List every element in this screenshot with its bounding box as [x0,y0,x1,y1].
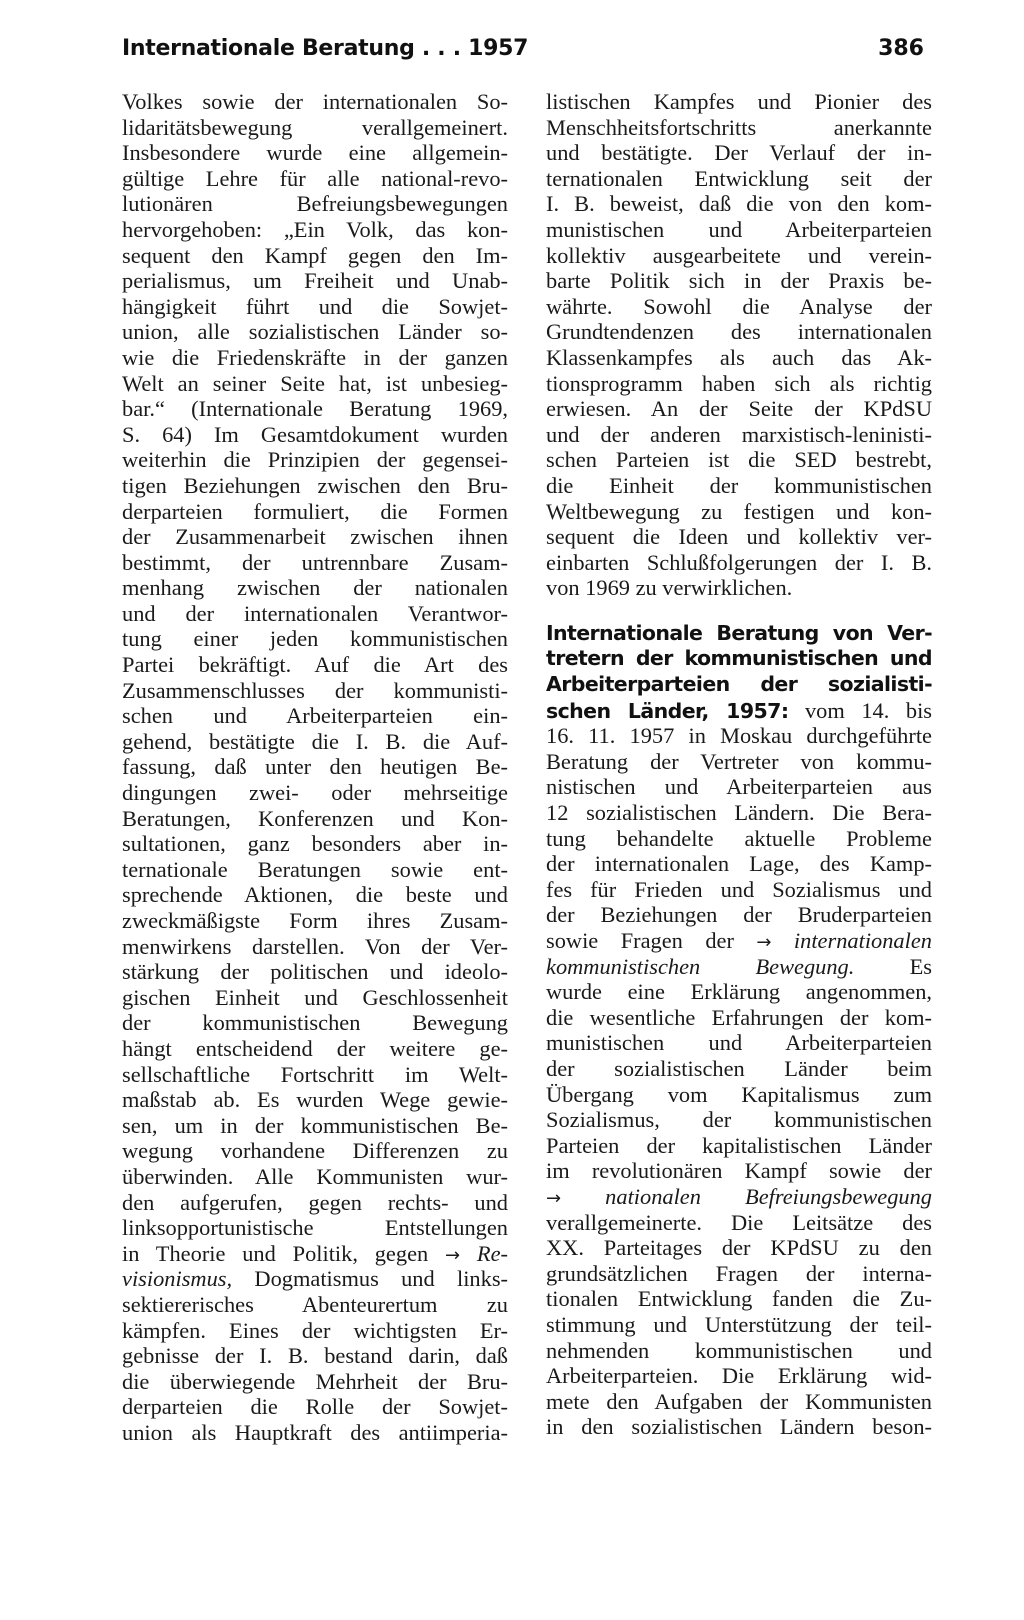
text-line: gischen Einheit und Geschlossenheit [122,984,508,1010]
text-line: der kommunistischen Bewegung [122,1010,508,1036]
text-line: schen und Arbeiterparteien ein- [122,703,508,729]
text-line: Insbesondere wurde eine allgemein- [122,140,508,166]
text-line: kämpfen. Eines der wichtigsten Er- [122,1317,508,1343]
text-line: Parteien der kapitalistischen Länder [546,1132,932,1158]
text-line: tigen Beziehungen zwischen den Bru- [122,472,508,498]
text-line: sprechende Aktionen, die beste und [122,882,508,908]
text-line: dingungen zwei- oder mehrseitige [122,780,508,806]
text-line: gebnisse der I. B. bestand darin, daß [122,1343,508,1369]
text-line-crossref [546,1184,932,1210]
text-line: und der anderen marxistisch-leninisti- [546,421,932,447]
text-line: wegung vorhandene Differenzen zu [122,1138,508,1164]
text-line: stärkung der politischen und ideolo- [122,959,508,985]
crossref-arrow-icon: → [756,932,772,953]
text-line: einbarten Schlußfolgerungen der I. B. [546,549,932,575]
text-line: sequent die Ideen und kollektiv ver- [546,524,932,550]
crossref-link-revisionismus[interactable]: Re- [476,1240,508,1266]
entry-heading: Internationale Beratung von Ver- [546,620,932,645]
text-line: derparteien die Rolle der Sowjet- [122,1394,508,1420]
left-column-lines [122,89,508,1241]
entry-heading: Arbeiterparteien der sozialisti- [546,672,932,697]
text-line: linksopportunistische Entstellungen [122,1215,508,1241]
text-line: nehmenden kommunistischen und [546,1337,932,1363]
text-line: wurde eine Erklärung angenommen, [546,979,932,1005]
page-number: 386 [878,36,924,61]
text-line: Sozialismus, der kommunistischen [546,1107,932,1133]
text-line: XX. Parteitages der KPdSU zu den [546,1235,932,1261]
text-line: ternationale Beratungen sowie ent- [122,856,508,882]
text-line: union als Hauptkraft des antiimperia- [122,1419,508,1445]
text-line: I. B. beweist, daß die von den kom- [546,191,932,217]
text-line: Partei bekräftigt. Auf die Art des [122,652,508,678]
text-line: Klassenkampfes als auch das Ak- [546,344,932,370]
text-line: sultationen, ganz besonders aber in- [122,831,508,857]
crossref-link-internationale-bewegung[interactable]: internationalen [793,928,932,953]
text-line: im revolutionären Kampf sowie der [546,1158,932,1184]
text-line: wie die Friedenskräfte in der ganzen [122,344,508,370]
text-line: und der internationalen Verantwor- [122,600,508,626]
text-line: hängigkeit führt und die Sowjet- [122,293,508,319]
crossref-arrow-icon: → [546,1187,562,1209]
text-line-crossref [122,1241,508,1267]
text-line: bar.“ (Internationale Beratung 1969, [122,396,508,422]
text-line: lutionären Befreiungsbewegungen [122,191,508,217]
text-line: in den sozialistischen Ländern beson- [546,1414,932,1440]
text-line-crossref [546,954,932,980]
text-line: der internationalen Lage, des Kamp- [546,851,932,877]
right-column [546,89,932,1440]
text-line: zweckmäßigste Form ihres Zusam- [122,908,508,933]
text-line: ternationalen Entwicklung seit der [546,165,932,191]
text-line: Grundtendenzen des internationalen [546,319,932,345]
text-line: perialismus, um Freiheit und Unab- [122,268,508,294]
text-segment: sowie Fragen der [546,928,734,953]
text-line: 16. 11. 1957 in Moskau durchgeführte [546,723,932,749]
text-line: munistischen und Arbeiterparteien [546,1030,932,1056]
text-line: Beratungen, Konferenzen und Kon- [122,805,508,831]
text-line: die überwiegende Mehrheit der Bru- [122,1368,508,1394]
text-line: die wesentliche Erfahrungen der kom- [546,1004,932,1030]
text-line: sequent den Kampf gegen den Im- [122,242,508,268]
text-line: menhang zwischen der nationalen [122,575,508,601]
text-line: hervorgehoben: „Ein Volk, das kon- [122,216,508,242]
text-line: tung einer jeden kommunistischen [122,626,508,652]
text-segment: in Theorie und Politik, gegen [122,1240,429,1266]
text-line: der sozialistischen Länder beim [546,1055,932,1081]
text-line: der Beziehungen der Bruderparteien [546,902,932,928]
text-line: munistischen und Arbeiterparteien [546,216,932,242]
text-line: Weltbewegung zu festigen und kon- [546,498,932,524]
text-line: gehend, bestätigte die I. B. die Auf- [122,728,508,754]
entry-heading: tretern der kommunistischen und [546,646,932,671]
text-line: tionsprogramm haben sich als richtig [546,370,932,396]
entry-heading: schen Länder, 1957: [546,698,789,723]
text-line: S. 64) Im Gesamtdokument wurden [122,421,508,447]
text-line: erwiesen. An der Seite der KPdSU [546,396,932,422]
text-segment: vom 14. bis [788,697,933,723]
text-line: die Einheit der kommunistischen [546,472,932,498]
text-line: fes für Frieden und Sozialismus und [546,876,932,902]
text-line: von 1969 zu verwirklichen. [546,575,793,601]
text-line: Übergang vom Kapitalismus zum [546,1081,932,1107]
text-line: Volkes sowie der internationalen So- [122,89,508,114]
crossref-link-internationale-bewegung-cont[interactable]: kommunistischen Bewegung. [546,953,855,979]
text-line: sellschaftliche Fortschritt im Welt- [122,1061,508,1087]
text-line: sektiererisches Abenteurertum zu [122,1291,508,1317]
left-column [122,89,508,1445]
text-line: gültige Lehre für alle national-revo- [122,165,508,191]
text-line: den aufgerufen, gegen rechts- und [122,1189,508,1215]
text-line: Arbeiterparteien. Die Erklärung wid- [546,1363,932,1389]
text-line: union, alle sozialistischen Länder so- [122,319,508,345]
text-line: tung behandelte aktuelle Probleme [546,825,932,851]
text-line: Zusammenschlusses der kommunisti- [122,677,508,703]
text-line: stimmung und Unterstützung der teil- [546,1311,932,1337]
text-segment: Dogmatismus und links- [232,1266,508,1292]
text-line: lidaritätsbewegung verallgemeinert. [122,114,508,140]
text-line: überwinden. Alle Kommunisten wur- [122,1163,508,1189]
text-line: listischen Kampfes und Pionier des [546,89,932,114]
text-line: und bestätigte. Der Verlauf der in- [546,140,932,166]
text-line: währte. Sowohl die Analyse der [546,293,932,319]
text-line: hängt entscheidend der weitere ge- [122,1035,508,1061]
text-line: bestimmt, der untrennbare Zusam- [122,549,508,575]
text-segment: Es [854,953,932,979]
crossref-link-revisionismus-cont[interactable]: visionismus, [122,1266,233,1292]
text-line: tionalen Entwicklung fanden die Zu- [546,1286,932,1312]
text-line: schen Parteien ist die SED bestrebt, [546,447,932,473]
text-line: menwirkens darstellen. Von der Ver- [122,933,508,959]
crossref-link-befreiungsbewegung[interactable]: nationalen Befreiungsbewegung [605,1183,932,1209]
text-line: weiterhin die Prinzipien der gegensei- [122,447,508,473]
text-line-crossref [546,928,932,954]
text-line: grundsätzlichen Fragen der interna- [546,1260,932,1286]
running-head: Internationale Beratung . . . 1957 [122,36,529,61]
text-line: sen, um in der kommunistischen Be- [122,1112,508,1138]
text-line: fassung, daß unter den heutigen Be- [122,754,508,780]
text-line: kollektiv ausgearbeitete und verein- [546,242,932,268]
text-line: maßstab ab. Es wurden Wege gewie- [122,1087,508,1113]
text-line: Menschheitsfortschritts anerkannte [546,114,932,140]
text-line: derparteien formuliert, die Formen [122,498,508,524]
entry-gap [546,601,932,621]
text-line: Welt an seiner Seite hat, ist unbesieg- [122,370,508,396]
text-line: verallgemeinerte. Die Leitsätze des [546,1209,932,1235]
text-line: nistischen und Arbeiterparteien aus [546,774,932,800]
text-line: der Zusammenarbeit zwischen ihnen [122,524,508,550]
text-line: Beratung der Vertreter von kommu- [546,748,932,774]
entry-heading-line [546,698,932,724]
text-line: mete den Aufgaben der Kommunisten [546,1388,932,1414]
crossref-arrow-icon: → [445,1244,461,1266]
text-line: barte Politik sich in der Praxis be- [546,268,932,294]
text-line-crossref [122,1266,508,1292]
text-line: 12 sozialistischen Ländern. Die Bera- [546,800,932,826]
